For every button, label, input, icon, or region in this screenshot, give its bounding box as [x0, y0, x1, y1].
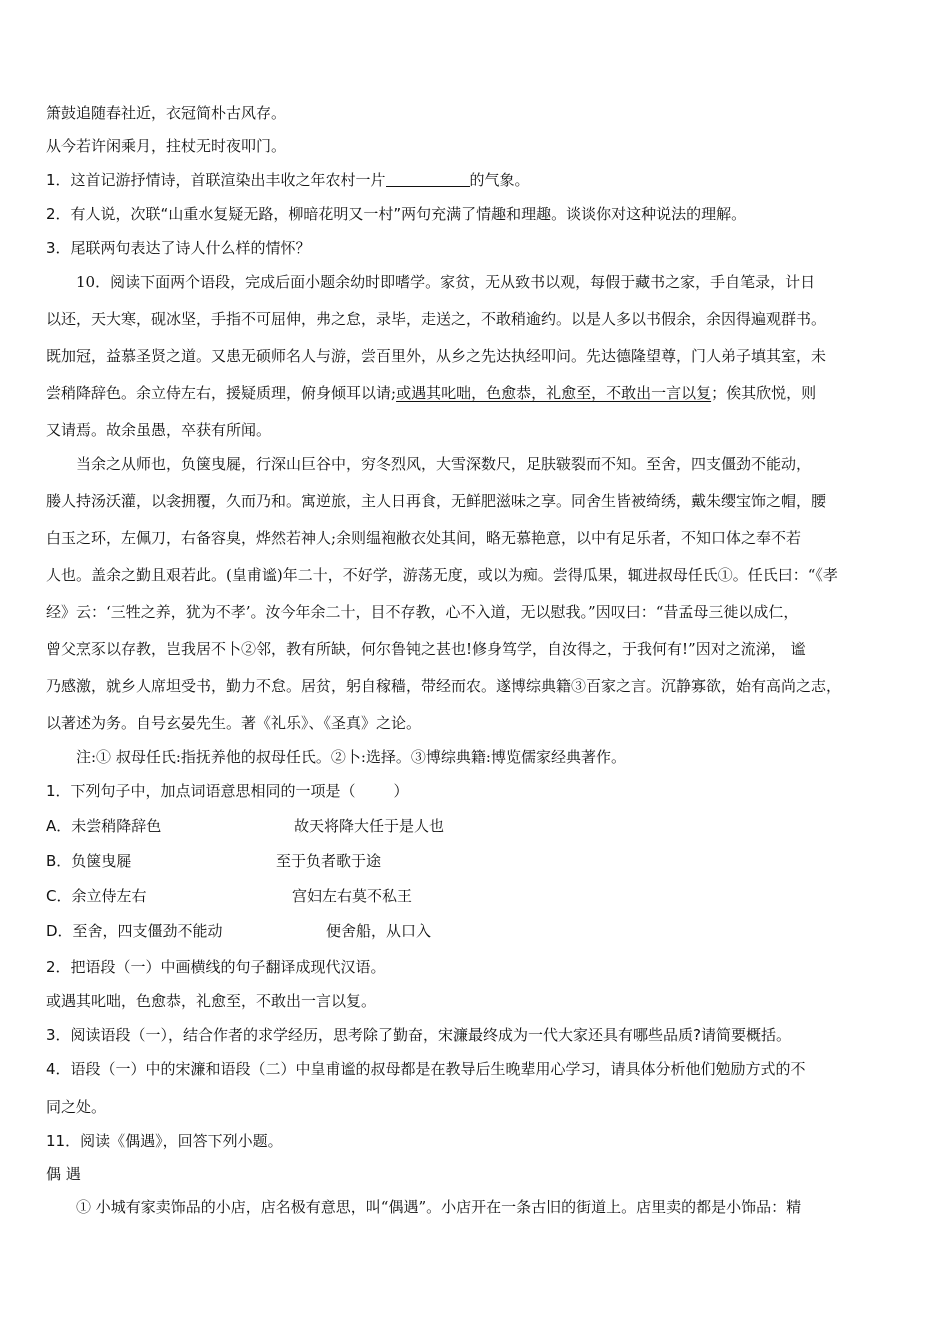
option-c-left: C．余立侍左右 — [46, 887, 147, 905]
answer-blank — [386, 171, 470, 187]
poem-line-3: 箫鼓追随春社近，衣冠简朴古风存。 — [46, 104, 287, 122]
option-c — [46, 885, 916, 907]
option-a-left: A．未尝稍降辞色 — [46, 817, 162, 835]
question-4-line-2: 同之处。 — [46, 1098, 107, 1116]
passage-1-line-4-end: ；俟其欣悦，则 — [711, 384, 817, 402]
passage-1-line-3: 既加冠，益慕圣贤之道。又患无硕师名人与游，尝百里外，从乡之先达执经叩问。先达德隆望尊，门人弟子填其室，未 — [46, 347, 827, 365]
passage-2-line-5: 经》云：‘三牲之养，犹为不孝’。汝今年余二十，目不存教，心不入道，无以慰我。”因叹曰：“昔孟母三徙以成仁， — [46, 603, 799, 621]
question-3: 3．阅读语段（一），结合作者的求学经历，思考除了勤奋，宋濂最终成为一代大家还具有哪些品质?请简要概括。 — [46, 1026, 792, 1044]
passage-1-line-1: 10．阅读下面两个语段，完成后面小题余幼时即嗜学。家贫，无从致书以观，每假于藏书之家，手自笔录，计日 — [76, 273, 816, 291]
question-11-intro: 11．阅读《偶遇》，回答下列小题。 — [46, 1132, 283, 1150]
question-2-sentence: 或遇其叱咄，色愈恭，礼愈至，不敢出一言以复。 — [46, 992, 377, 1010]
passage-1-line-5: 又请焉。故余虽愚，卒获有所闻。 — [46, 421, 272, 439]
option-b-right: 至于负者歌于途 — [276, 852, 382, 870]
option-d-left: D．至舍，四支僵劲不能动 — [46, 922, 223, 940]
poem-question-1-text: 1．这首记游抒情诗，首联渲染出丰收之年农村一片 — [46, 171, 386, 189]
option-b-left: B．负箧曳屣 — [46, 852, 132, 870]
question-1-close: ） — [393, 782, 409, 800]
poem-question-1-suffix: 的气象。 — [469, 171, 530, 189]
poem-line-4: 从今若许闲乘月，拄杖无时夜叩门。 — [46, 137, 287, 155]
underlined-sentence: 或遇其叱咄，色愈恭，礼愈至，不敢出一言以复 — [396, 384, 712, 402]
question-4-line-1: 4．语段（一）中的宋濂和语段（二）中皇甫谧的叔母都是在教导后生晚辈用心学习，请具体分析他们勉励方式的不 — [46, 1060, 806, 1078]
passage-1-line-4-start: 尝稍降辞色。余立侍左右，援疑质理，俯身倾耳以请; — [46, 384, 397, 402]
option-a — [46, 815, 916, 837]
option-b — [46, 850, 916, 872]
passage-2-line-3: 白玉之环，左佩刀，右备容臭，烨然若神人;余则缊袍敝衣处其间，略无慕艳意，以中有足乐者，不知口体之奉不若 — [46, 529, 802, 547]
option-d-right: 便舍船，从口入 — [326, 922, 432, 940]
option-a-right: 故天将降大任于是人也 — [294, 817, 445, 835]
footnote: 注:① 叔母任氏:指抚养他的叔母任氏。②卜:选择。③博综典籍:博览儒家经典著作。 — [76, 748, 626, 766]
poem-question-2: 2．有人说，次联“山重水复疑无路，柳暗花明又一村”两句充满了情趣和理趣。谈谈你对这种说法的理解。 — [46, 205, 747, 223]
passage-1-line-2: 以还，天大寒，砚冰坚，手指不可屈伸，弗之怠，录毕，走送之，不敢稍逾约。以是人多以书假余，余因得遍观群书。 — [46, 310, 827, 328]
passage-1-line-4 — [46, 382, 916, 404]
question-1 — [46, 780, 916, 802]
passage-2-line-2: 媵人持汤沃灌，以衾拥覆，久而乃和。寓逆旅，主人日再食，无鲜肥滋味之享。同舍生皆被绮绣，戴朱缨宝饰之帽，腰 — [46, 492, 827, 510]
passage-2-line-6: 曾父烹豕以存教，岂我居不卜②邻，教有所缺，何尔鲁钝之甚也!修身笃学，自汝得之，于我何有!”因对之流涕， 谧 — [46, 640, 806, 658]
passage-2-line-8: 以著述为务。自号玄晏先生。著《礼乐》、《圣真》之论。 — [46, 714, 422, 732]
article-title: 偶 遇 — [46, 1165, 81, 1183]
option-c-right: 宫妇左右莫不私王 — [292, 887, 413, 905]
passage-2-line-7: 乃感激，就乡人席坦受书，勤力不怠。居贫，躬自稼穑，带经而农。遂博综典籍③百家之言。沉静寡欲，始有高尚之志， — [46, 677, 842, 695]
article-paragraph-1: ① 小城有家卖饰品的小店，店名极有意思，叫“偶遇”。小店开在一条古旧的街道上。店里卖的都是小饰品：精 — [76, 1198, 802, 1216]
poem-question-1 — [46, 169, 916, 191]
passage-2-line-1: 当余之从师也，负箧曳屣，行深山巨谷中，穷冬烈风，大雪深数尺，足肤皲裂而不知。至舍，四支僵劲不能动， — [76, 455, 812, 473]
passage-2-line-4: 人也。盖余之勤且艰若此。(皇甫谧)年二十，不好学，游荡无度，或以为痴。尝得瓜果，辄进叔母任氏①。任氏曰：“《孝 — [46, 566, 838, 584]
question-2: 2．把语段（一）中画横线的句子翻译成现代汉语。 — [46, 958, 386, 976]
poem-question-3: 3．尾联两句表达了诗人什么样的情怀？ — [46, 239, 311, 257]
question-1-text: 1．下列句子中，加点词语意思相同的一项是（ — [46, 782, 356, 800]
option-d — [46, 920, 916, 942]
